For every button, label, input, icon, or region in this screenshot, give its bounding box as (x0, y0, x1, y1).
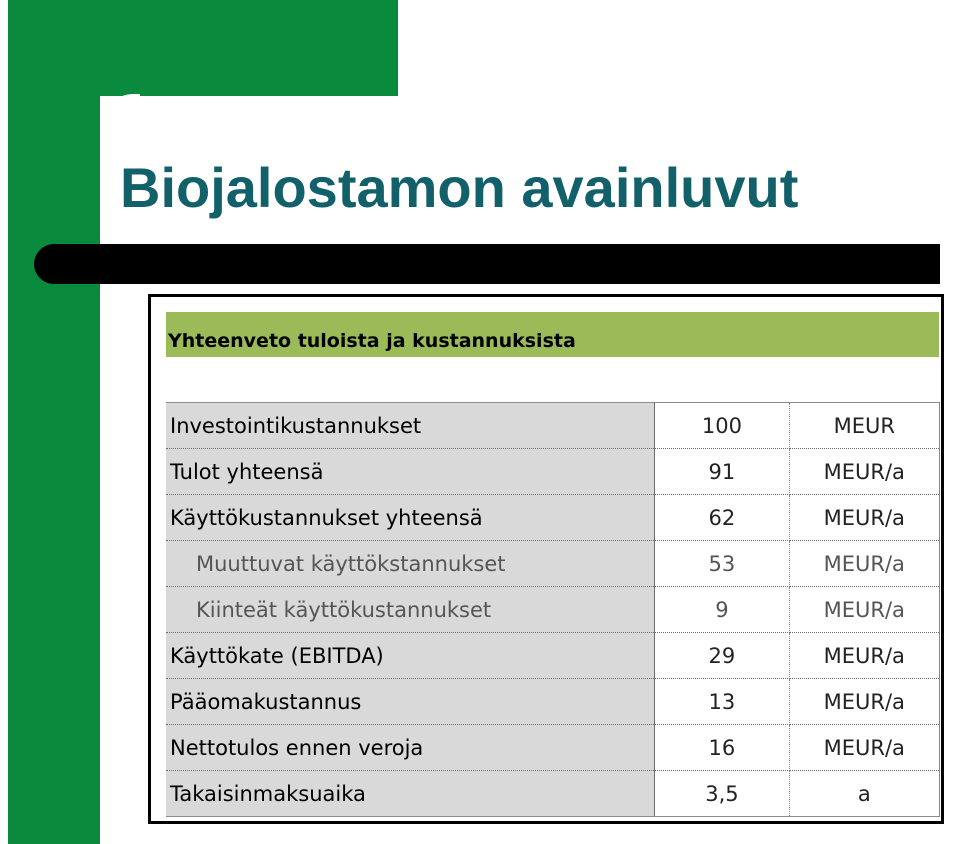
table-heading: Yhteenveto tuloista ja kustannuksista (166, 312, 939, 357)
row-label: Nettotulos ennen veroja (166, 725, 655, 771)
row-value: 100 (655, 403, 789, 449)
decorative-green-bar-left (8, 0, 100, 844)
table-row (166, 633, 940, 679)
row-label: Kiinteät käyttökustannukset (166, 587, 655, 633)
row-unit: MEUR/a (789, 633, 939, 679)
row-value: 62 (655, 495, 789, 541)
row-value: 91 (655, 449, 789, 495)
decorative-green-bar-top (8, 0, 398, 96)
row-unit: a (789, 771, 939, 817)
row-label: Takaisinmaksuaika (166, 771, 655, 817)
table-row (166, 771, 940, 817)
summary-table (166, 402, 940, 817)
row-unit: MEUR/a (789, 449, 939, 495)
row-unit: MEUR/a (789, 725, 939, 771)
slide-title: Biojalostamon avainluvut (120, 156, 799, 219)
row-value: 29 (655, 633, 789, 679)
row-value: 13 (655, 679, 789, 725)
row-unit: MEUR/a (789, 679, 939, 725)
row-label: Investointikustannukset (166, 403, 655, 449)
title-underline-bar (34, 244, 940, 284)
row-value: 53 (655, 541, 789, 587)
row-unit: MEUR (789, 403, 939, 449)
row-unit: MEUR/a (789, 541, 939, 587)
table-row (166, 587, 940, 633)
table-row (166, 449, 940, 495)
row-value: 16 (655, 725, 789, 771)
row-label: Tulot yhteensä (166, 449, 655, 495)
decorative-corner (100, 94, 140, 134)
table-row (166, 541, 940, 587)
row-value: 3,5 (655, 771, 789, 817)
table-row (166, 679, 940, 725)
row-label: Muuttuvat käyttökstannukset (166, 541, 655, 587)
table-row (166, 725, 940, 771)
row-unit: MEUR/a (789, 587, 939, 633)
row-label: Käyttökate (EBITDA) (166, 633, 655, 679)
table-row (166, 495, 940, 541)
row-label: Käyttökustannukset yhteensä (166, 495, 655, 541)
row-unit: MEUR/a (789, 495, 939, 541)
row-label: Pääomakustannus (166, 679, 655, 725)
row-value: 9 (655, 587, 789, 633)
table-row (166, 403, 940, 449)
